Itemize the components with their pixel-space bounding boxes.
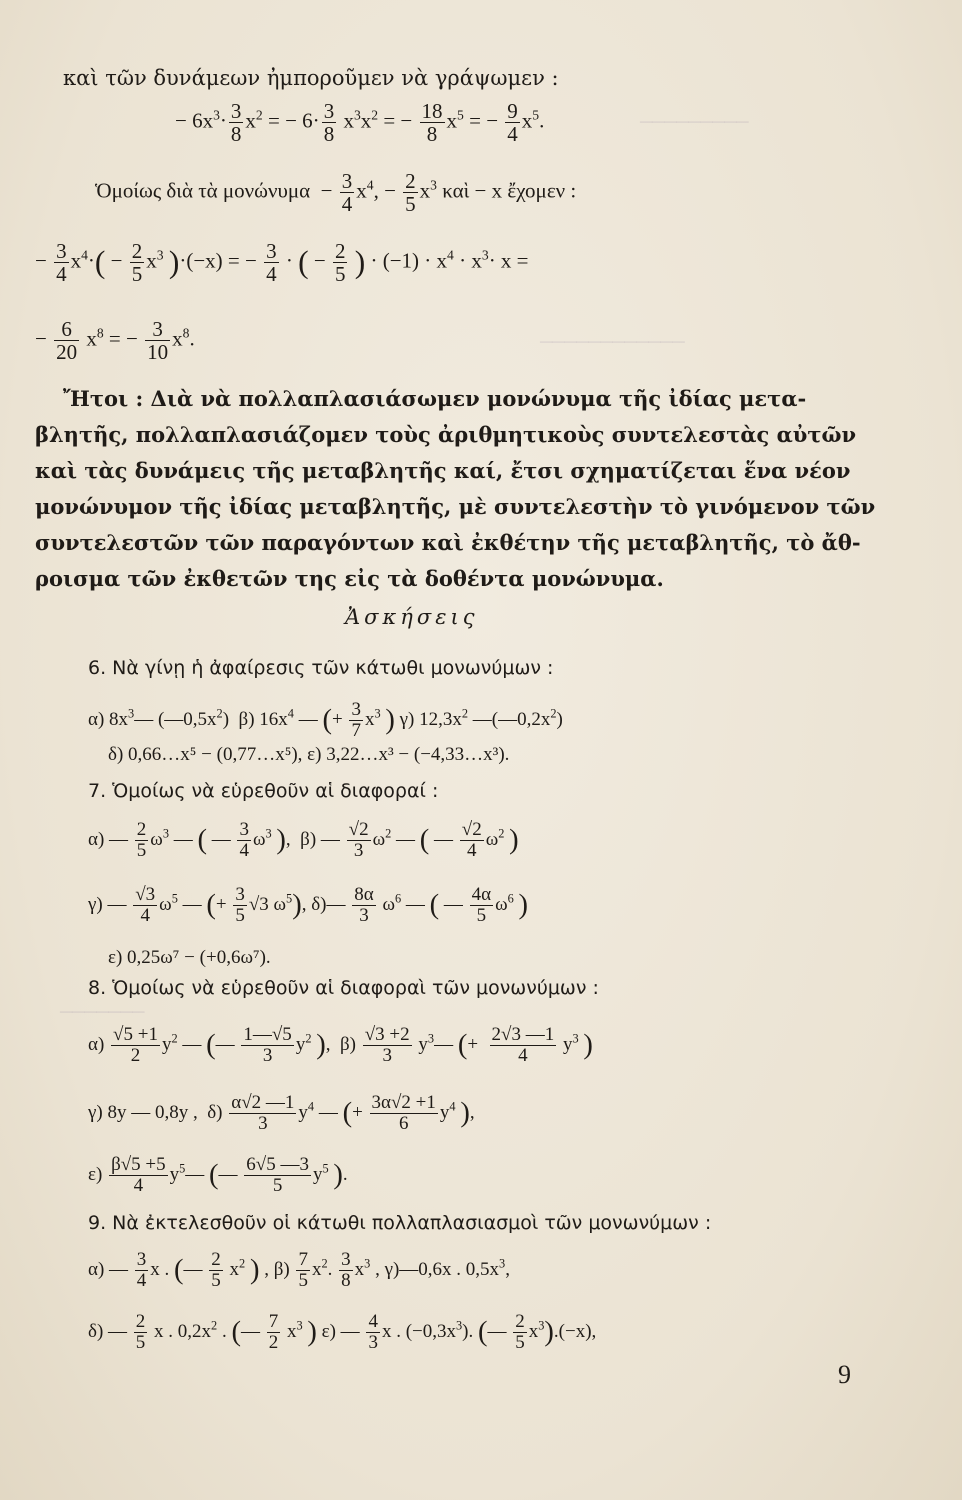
bleed-through-text: ─────── [60, 1000, 145, 1024]
exercise-8-line-2: γ) 8y — 0,8y , δ) $\frac{\alpha√2 —1}{3}$ $y^4$ — (+ $\frac{3\alpha√2 +1}{6}$ $y^4$ ), [88, 1092, 475, 1134]
intro-line: καὶ τῶν δυνάμεων ἠμποροῦμεν νὰ γράψωμεν : [63, 66, 559, 90]
bleed-through-text: ───────── [640, 110, 749, 134]
rule-line-5: συντελεστῶν τῶν παραγόντων καὶ ἐκθέτην τῆς μεταβλητῆς, τὸ ἄθ- [35, 530, 861, 555]
rule-line-3: καὶ τὰς δυνάμεις τῆς μεταβλητῆς καί, ἔτσι σχηματίζεται ἕνα νέον [35, 458, 851, 483]
bleed-through-text: ──────────── [540, 330, 685, 354]
equation-product-1: − $6x^3\cdot$ $\frac{3}{8}$ $x^2$ = − 6· $\frac{3}{8}$ $x^3x^2$ = − $\frac{18}{8}$ $x^5$ = − $\frac{9}{4}$ $x^5$. [175, 99, 545, 147]
exercise-9-line-1: α) — $\frac{3}{4}$ x . (— $\frac{2}{5}$ $x^2$ ) , β) $\frac{7}{5}$ $x^2$. $\frac{3}{8}$ $x^3$ , γ)—0,6x . $0,5x^3$, [88, 1249, 510, 1291]
exercise-6-line-1: α) $8x^3—$ $(—0,5x^2)$ β) $16x^4$ — (+ $\frac{3}{7}$ $x^3$ ) γ) $12,3x^2$ $—(—0,2x^2)$ [88, 699, 563, 741]
exercise-9-heading: 9. Νὰ ἐκτελεσθοῦν οἱ κάτωθι πολλαπλασιασμοὶ τῶν μονωνύμων : [88, 1212, 712, 1234]
exercise-7-heading: 7. Ὁμοίως νὰ εὑρεθοῦν αἱ διαφοραί : [88, 780, 439, 802]
rule-line-4: μονώνυμον τῆς ἰδίας μεταβλητῆς, μὲ συντελεστὴν τὸ γινόμενον τῶν [35, 494, 876, 519]
exercise-9-line-2: δ) — $\frac{2}{5}$ x . $0,2x^2$ . (— $\frac{7}{2}$ $x^3$ ) ε) — $\frac{4}{3}$ x . $(-0,3x^3)$. (— $\frac{2}{5}$ $x^3).(-x)$, [88, 1311, 597, 1353]
equation-product-2: − $\frac{3}{4}$ $x^4\cdot$( − $\frac{2}{5}$ $x^3$ )·(−x) = − $\frac{3}{4}$ · ( − $\frac{2}{5}$ ) · $(-1) \cdot x^4 \cdot x^3\cdot x$ = [35, 239, 529, 287]
exercise-6-heading: 6. Νὰ γίνῃ ἡ ἀφαίρεσις τῶν κάτωθι μονωνύμων : [88, 657, 554, 679]
exercise-7-line-3: ε) 0,25ω⁷ − (+0,6ω⁷). [108, 947, 271, 968]
rule-line-6: ροισμα τῶν ἐκθετῶν της εἰς τὰ δοθέντα μονώνυμα. [35, 566, 664, 591]
rule-line-1: Ἤτοι : Διὰ νὰ πολλαπλασιάσωμεν μονώνυμα τῆς ἰδίας μετα- [63, 386, 807, 411]
exercise-7-line-1: α) — $\frac{2}{5}$ $\omega^3$ — ( — $\frac{3}{4}$ $\omega^3$ ), β) — $\frac{√2}{3}$ $\omega^2$ — ( — $\frac{√2}{4}$ $\omega^2$ ) [88, 819, 519, 861]
exercise-7-line-2: γ) — $\frac{√3}{4}$ $\omega^5$ — (+ $\frac{3}{5}$ √3 $\omega^5$), δ)— $\frac{8\alpha}{3}$ $\omega^6$ — ( — $\frac{4\alpha}{5}$ $\omega^6$ ) [88, 884, 529, 926]
exercise-8-heading: 8. Ὁμοίως νὰ εὑρεθοῦν αἱ διαφοραὶ τῶν μονωνύμων : [88, 977, 599, 999]
exercises-heading: Ἀσκήσεις [345, 605, 479, 629]
exercise-6-line-2: δ) 0,66…x⁵ − (0,77…x⁵), ε) 3,22…x³ − (−4,33…x³). [108, 744, 510, 765]
similarly-line: Ὁμοίως διὰ τὰ μονώνυμα − $\frac{3}{4}$ $x^4$, − $\frac{2}{5}$ $x^3$ καὶ − x ἔχομεν : [95, 169, 577, 217]
exercise-8-line-1: α) $\frac{√5 +1}{2}$ $y^2$ — (— $\frac{1—√5}{3}$ $y^2$ ), β) $\frac{√3 +2}{3}$ $y^3—$ (+ $\frac{2√3 —1}{4}$ $y^3$ ) [88, 1024, 593, 1066]
rule-line-2: βλητῆς, πολλαπλασιάζομεν τοὺς ἀριθμητικοὺς συντελεστὰς αὐτῶν [35, 422, 857, 447]
equation-product-2-result: − $\frac{6}{20}$ $x^8$ = − $\frac{3}{10}$ $x^8$. [35, 317, 195, 365]
exercise-8-line-3: ε) $\frac{\beta√5 +5}{4}$ $y^5—$ (— $\frac{6√5 —3}{5}$ $y^5$ ). [88, 1154, 348, 1196]
page-number: 9 [838, 1360, 851, 1389]
